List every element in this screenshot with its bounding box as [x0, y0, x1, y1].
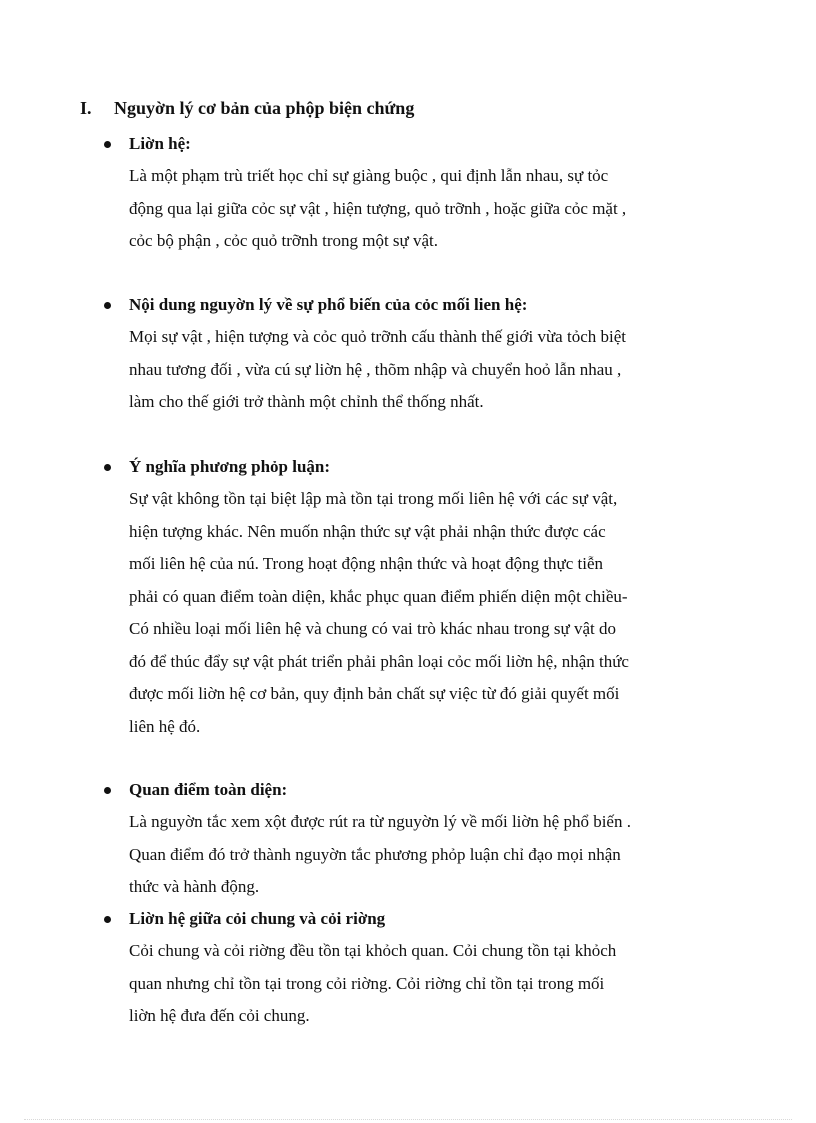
section-heading [80, 96, 414, 120]
paragraph-line: quan nhưng chỉ tồn tại trong cỏi riờng. Cỏi riờng chỉ tồn tại trong mối [129, 973, 605, 993]
section-title: Quan điểm toàn diện: [104, 778, 704, 802]
paragraph-line: hiện tượng khác. Nên muốn nhận thức sự vật phải nhận thức được các [129, 521, 606, 541]
heading-number: I. [80, 98, 92, 118]
section-lien-he-cai-chung-cai-rieng [104, 907, 704, 1033]
section-lien-he [104, 132, 704, 258]
section-noi-dung-nguyen-ly [104, 293, 704, 419]
bullet-icon [104, 302, 111, 309]
paragraph-line: Mọi sự vật , hiện tượng và cỏc quỏ trỡnh cấu thành thế giới vừa tỏch biệt [129, 327, 626, 346]
paragraph-line: phải có quan điểm toàn diện, khắc phục quan điểm phiến diện một chiều- [129, 586, 628, 606]
paragraph-line: làm cho thế giới trở thành một chỉnh thể thống nhất. [129, 392, 484, 411]
paragraph-line: được mối liờn hệ cơ bản, quy định bản chất sự việc từ đó giải quyết mối [129, 684, 620, 703]
section-title: Nội dung nguyờn lý về sự phổ biến của cỏc mối lien hệ: [104, 293, 704, 317]
section-y-nghia-phuong-phap-luan [104, 455, 704, 743]
paragraph-line: đó để thúc đẩy sự vật phát triển phải phân loại cỏc mối liờn hệ, nhận thức [129, 651, 629, 671]
paragraph-line: cỏc bộ phận , cỏc quỏ trỡnh trong một sự vật. [129, 231, 439, 250]
section-quan-diem-toan-dien [104, 778, 704, 904]
bullet-icon [104, 787, 111, 794]
paragraph-line: liờn hệ đưa đến cỏi chung. [129, 1006, 310, 1025]
section-title: Ý nghĩa phương phỏp luận: [104, 455, 704, 479]
paragraph-line: Là nguyờn tắc xem xột được rút ra từ nguyờn lý về mối liờn hệ phổ biến . [129, 812, 631, 831]
paragraph-line: Có nhiều loại mối liên hệ và chung có vai trò khác nhau trong sự vật do [129, 619, 616, 638]
paragraph-line: Cỏi chung và cỏi riờng đều tồn tại khỏch quan. Cỏi chung tồn tại khỏch [129, 941, 617, 960]
paragraph-line: Là một phạm trù triết học chỉ sự giàng buộc , qui định lẫn nhau, sự tỏc [129, 166, 609, 185]
paragraph-line: Quan điểm đó trở thành nguyờn tắc phương phỏp luận chỉ đạo mọi nhận [129, 844, 621, 864]
paragraph-line: thức và hành động. [129, 877, 260, 896]
heading-title: Nguyờn lý cơ bản của phộp biện chứng [114, 98, 415, 118]
paragraph-line: nhau tương đối , vừa cú sự liờn hệ , thõm nhập và chuyển hoỏ lẫn nhau , [129, 359, 622, 379]
bullet-icon [104, 916, 111, 923]
paragraph-line: động qua lại giữa cỏc sự vật , hiện tượng, quỏ trỡnh , hoặc giữa cỏc mặt , [129, 198, 627, 218]
bullet-icon [104, 141, 111, 148]
paragraph-line: mối liên hệ của nú. Trong hoạt động nhận thức và hoạt động thực tiễn [129, 554, 604, 573]
paragraph-line: Sự vật không tồn tại biệt lập mà tồn tại trong mối liên hệ với các sự vật, [129, 489, 618, 508]
paragraph-line: liên hệ đó. [129, 716, 201, 736]
page-bottom-divider [24, 1119, 792, 1120]
section-title: Liờn hệ giữa cỏi chung và cỏi riờng [104, 907, 704, 931]
section-title: Liờn hệ: [104, 132, 704, 156]
bullet-icon [104, 464, 111, 471]
